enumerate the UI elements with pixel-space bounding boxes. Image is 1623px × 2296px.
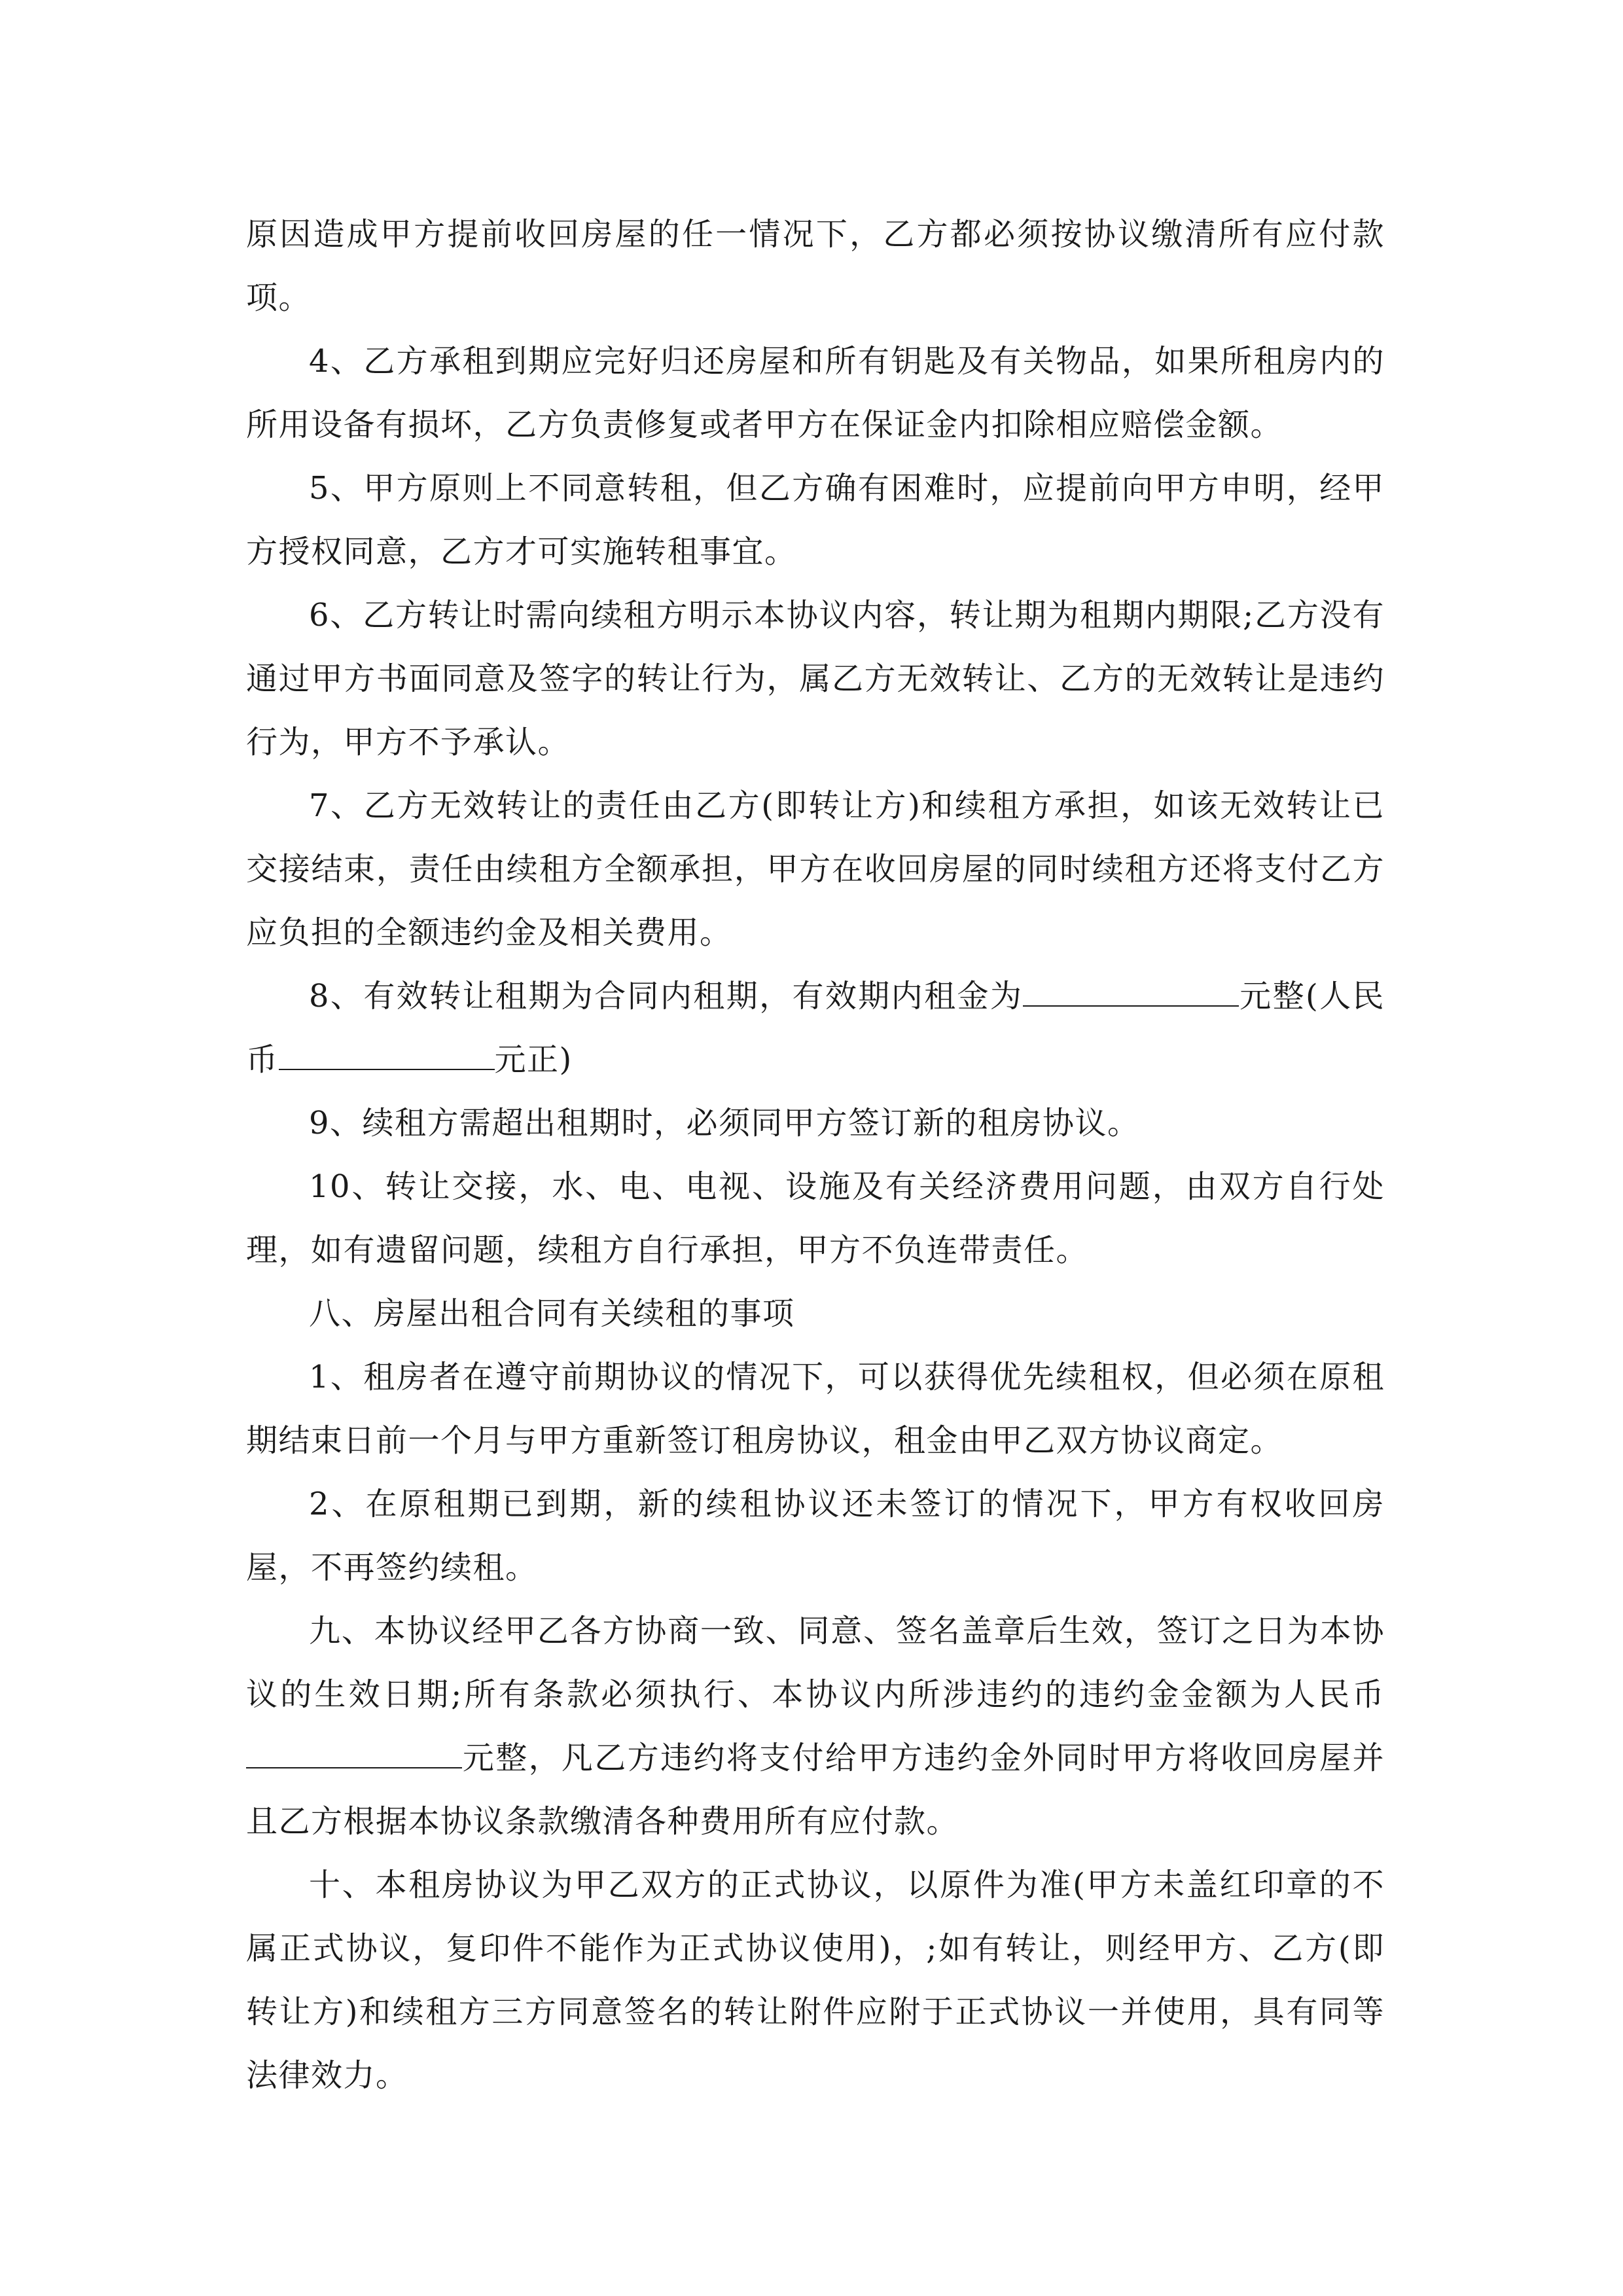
section-9-part-1: 九、本协议经甲乙各方协商一致、同意、签名盖章后生效，签订之日为本协议的生效日期;所有条款必须执行、本协议内所涉违约的违约金金额为人民币 xyxy=(246,1613,1385,1713)
section-8-heading: 八、房屋出租合同有关续租的事项 xyxy=(309,1295,795,1332)
rent-amount-blank[interactable] xyxy=(1023,979,1239,1007)
clause-5: 5、甲方原则上不同意转租，但乙方确有困难时，应提前向甲方申明，经甲方授权同意，乙方才可实施转租事宜。 xyxy=(246,470,1385,570)
clause-4: 4、乙方承租到期应完好归还房屋和所有钥匙及有关物品，如果所租房内的所用设备有损坏，乙方负责修复或者甲方在保证金内扣除相应赔偿金额。 xyxy=(246,343,1385,443)
clause-8-part-3: 元正) xyxy=(494,1041,573,1078)
section-10: 十、本租房协议为甲乙双方的正式协议，以原件为准(甲方未盖红印章的不属正式协议，复印件不能作为正式协议使用)，;如有转让，则经甲方、乙方(即转让方)和续租方三方同意签名的转让附件应附于正式协议一并使用，具有同等法律效力。 xyxy=(246,1867,1385,2094)
renewal-clause-1: 1、租房者在遵守前期协议的情况下，可以获得优先续租权，但必须在原租期结束日前一个月与甲方重新签订租房协议，租金由甲乙双方协议商定。 xyxy=(246,1359,1385,1459)
clause-8-part-1: 8、有效转让租期为合同内租期，有效期内租金为 xyxy=(309,978,1024,1014)
penalty-amount-blank[interactable] xyxy=(246,1741,462,1768)
document-body xyxy=(246,203,1385,2108)
clause-10: 10、转让交接，水、电、电视、设施及有关经济费用问题，由双方自行处理，如有遗留问题，续租方自行承担，甲方不负连带责任。 xyxy=(246,1168,1385,1268)
section-9-part-2: 元整，凡乙方违约将支付给甲方违约金外同时甲方将收回房屋并且乙方根据本协议条款缴清各种费用所有应付款。 xyxy=(246,1740,1385,1840)
clause-8 xyxy=(246,965,1385,1092)
renewal-clause-2: 2、在原租期已到期，新的续租协议还未签订的情况下，甲方有权收回房屋，不再签约续租。 xyxy=(246,1486,1385,1586)
paragraph-continued: 原因造成甲方提前收回房屋的任一情况下，乙方都必须按协议缴清所有应付款项。 xyxy=(246,216,1385,316)
clause-9: 9、续租方需超出租期时，必须同甲方签订新的租房协议。 xyxy=(309,1105,1140,1141)
rent-amount-rmb-blank[interactable] xyxy=(279,1043,495,1070)
clause-6: 6、乙方转让时需向续租方明示本协议内容，转让期为租期内期限;乙方没有通过甲方书面同意及签字的转让行为，属乙方无效转让、乙方的无效转让是违约行为，甲方不予承认。 xyxy=(246,597,1385,761)
clause-8-part-2: 元整(人民币 xyxy=(246,978,1385,1078)
clause-7: 7、乙方无效转让的责任由乙方(即转让方)和续租方承担，如该无效转让已交接结束，责任由续租方全额承担，甲方在收回房屋的同时续租方还将支付乙方应负担的全额违约金及相关费用。 xyxy=(246,787,1385,951)
section-9 xyxy=(246,1600,1385,1854)
